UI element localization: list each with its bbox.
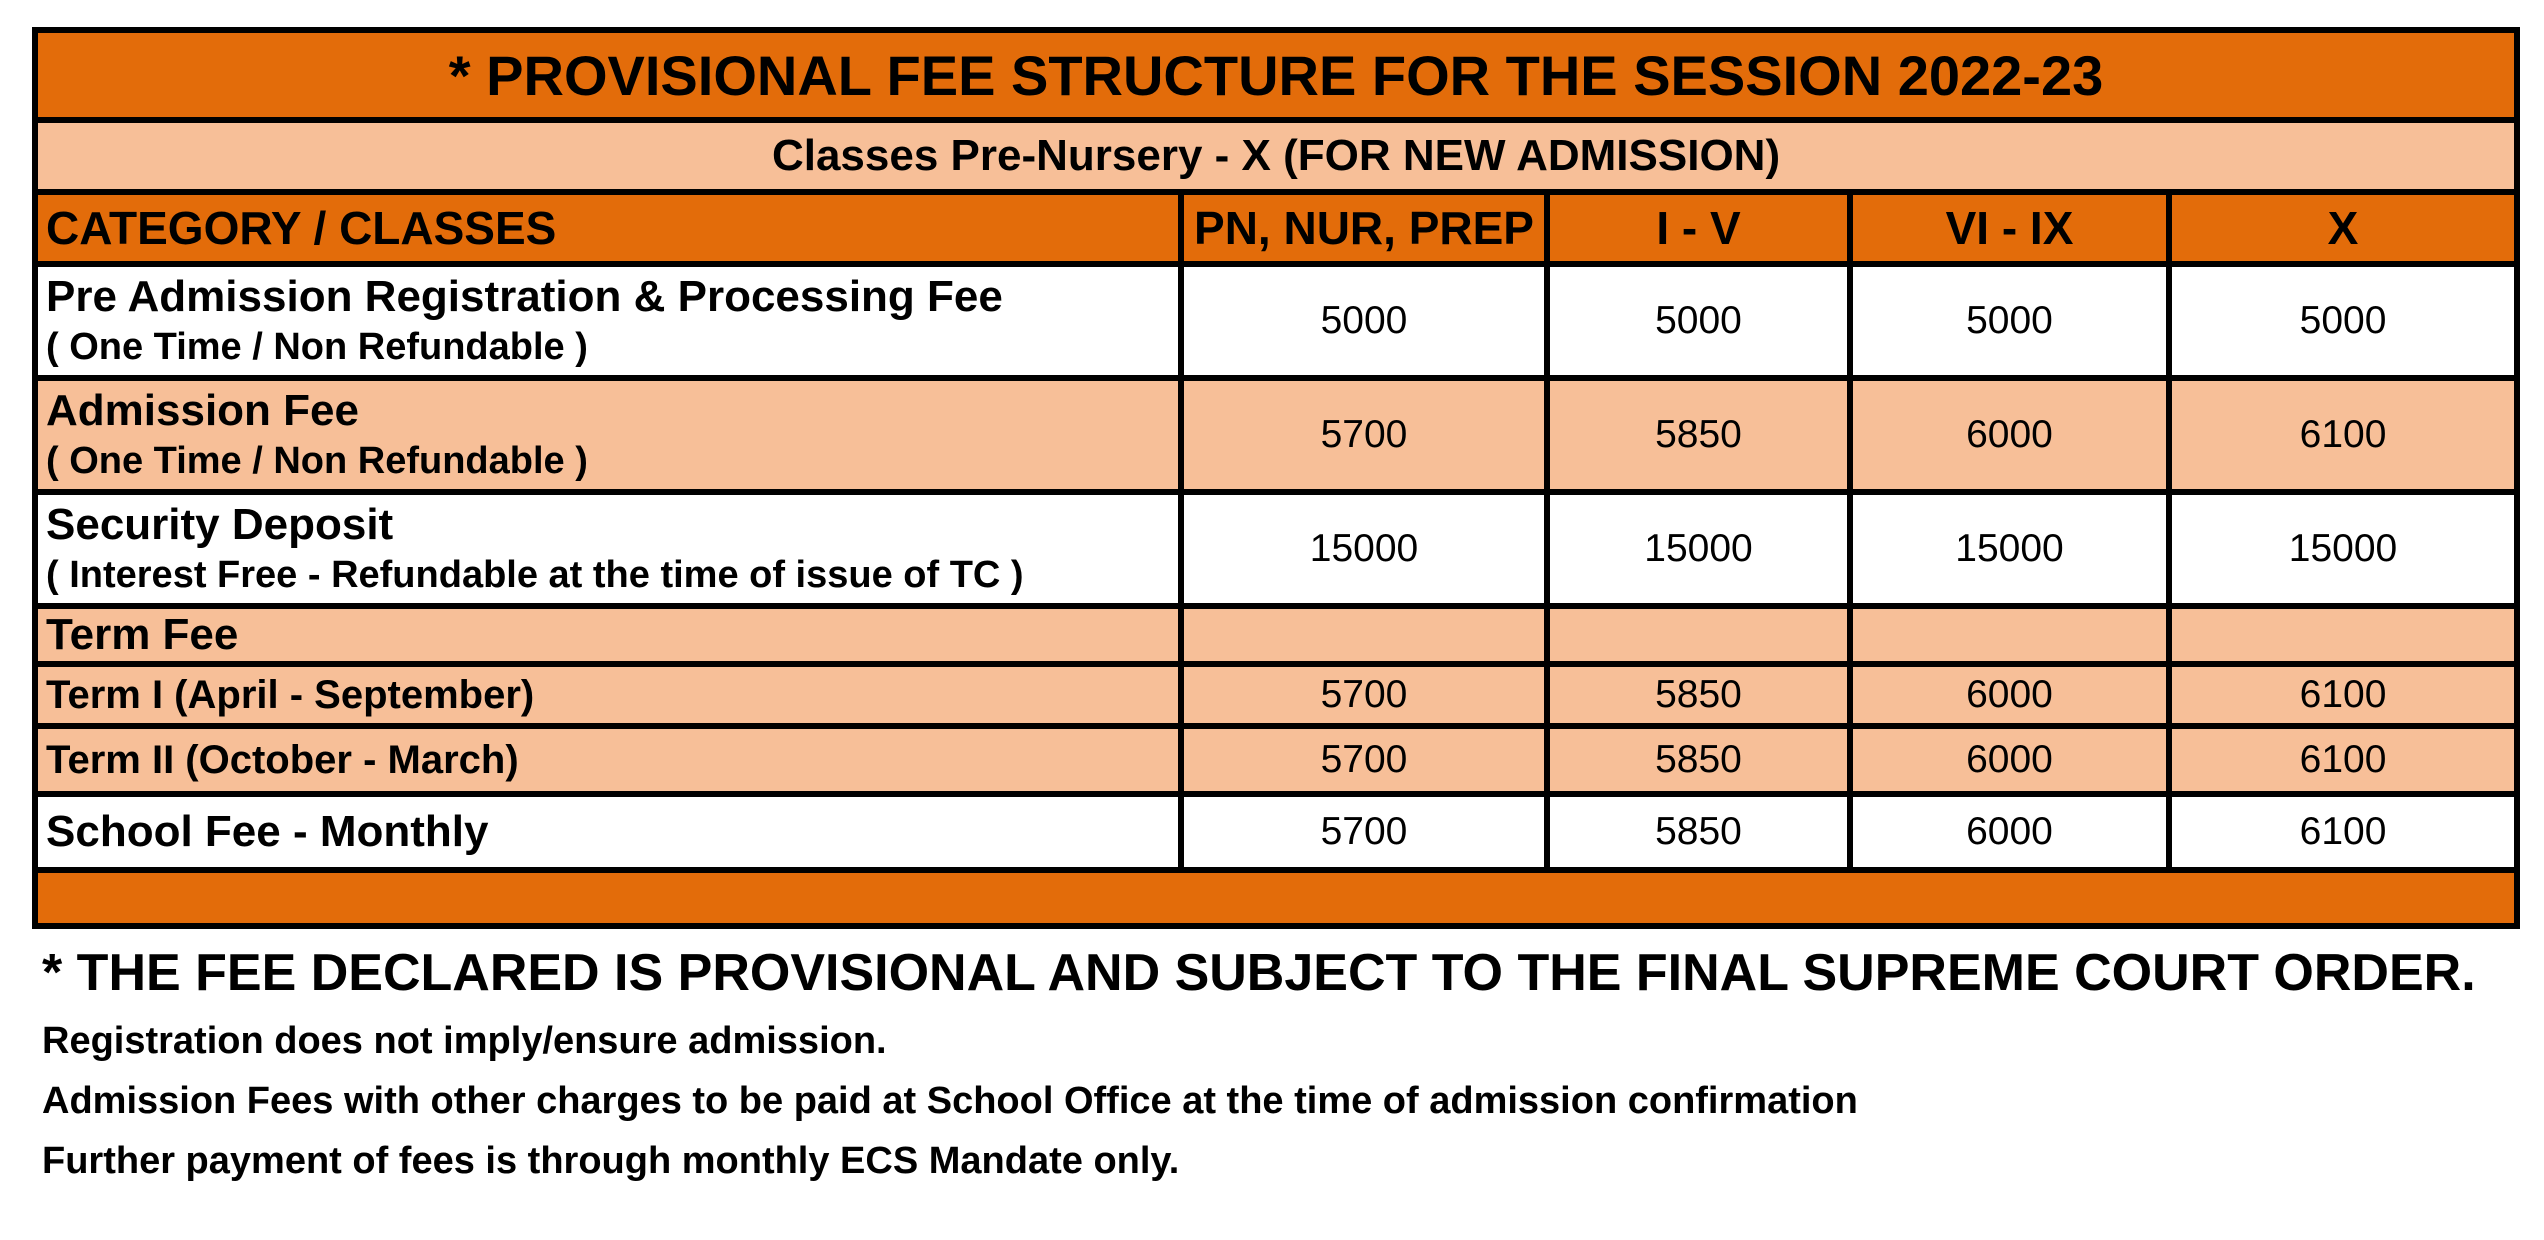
- fee-value: 15000: [1547, 492, 1850, 606]
- row-label: Admission Fee: [46, 386, 359, 435]
- row-sublabel: ( One Time / Non Refundable ): [46, 440, 588, 482]
- header-row: [35, 192, 2517, 264]
- note-line: Further payment of fees is through monthly ECS Mandate only.: [42, 1140, 1180, 1182]
- fee-value: 6000: [1850, 794, 2169, 870]
- column-header: I - V: [1547, 192, 1850, 264]
- fee-value: 6100: [2169, 726, 2517, 794]
- note-line: Admission Fees with other charges to be paid at School Office at the time of admission confirmation: [42, 1080, 1858, 1122]
- fee-value: 6100: [2169, 378, 2517, 492]
- row-label-cell: [35, 492, 1181, 606]
- fee-value: 5850: [1547, 378, 1850, 492]
- table-row: [35, 492, 2517, 606]
- column-header: VI - IX: [1850, 192, 2169, 264]
- fee-value: [1850, 606, 2169, 664]
- fee-value: [1181, 606, 1547, 664]
- fee-value: 5000: [1850, 264, 2169, 378]
- fee-value: 6100: [2169, 664, 2517, 726]
- row-label: Security Deposit: [46, 500, 394, 549]
- table-row: [35, 664, 2517, 726]
- row-label: Pre Admission Registration & Processing Fee: [46, 272, 1003, 321]
- subtitle-row: [35, 120, 2517, 192]
- fee-value: 15000: [1850, 492, 2169, 606]
- fee-value: 5850: [1547, 794, 1850, 870]
- row-label-cell: [35, 606, 1181, 664]
- fee-value: 6100: [2169, 794, 2517, 870]
- table-row: [35, 794, 2517, 870]
- fee-value: [1547, 606, 1850, 664]
- fee-structure-document: [32, 27, 2514, 1191]
- table-row: [35, 726, 2517, 794]
- column-header: X: [2169, 192, 2517, 264]
- fee-value: 6000: [1850, 378, 2169, 492]
- fee-value: 5700: [1181, 726, 1547, 794]
- fee-value: 15000: [1181, 492, 1547, 606]
- row-label: Term Fee: [46, 610, 239, 659]
- fee-table: [32, 27, 2520, 929]
- table-row: [35, 378, 2517, 492]
- table-title: * PROVISIONAL FEE STRUCTURE FOR THE SESSION 2022-23: [35, 30, 2517, 120]
- column-header: PN, NUR, PREP: [1181, 192, 1547, 264]
- row-label: Term II (October - March): [46, 738, 519, 782]
- footer-band-cell: [35, 870, 2517, 926]
- fee-value: 5000: [1547, 264, 1850, 378]
- row-label: School Fee - Monthly: [46, 807, 489, 856]
- row-sublabel: ( Interest Free - Refundable at the time of issue of TC ): [46, 554, 1024, 596]
- footer-band: [35, 870, 2517, 926]
- notes-section: [32, 935, 2514, 1191]
- row-label-cell: [35, 794, 1181, 870]
- fee-value: 5000: [2169, 264, 2517, 378]
- fee-value: 5850: [1547, 726, 1850, 794]
- row-label-cell: [35, 726, 1181, 794]
- fee-value: 15000: [2169, 492, 2517, 606]
- fee-value: [2169, 606, 2517, 664]
- note-line: Registration does not imply/ensure admission.: [42, 1020, 887, 1062]
- row-label-cell: [35, 664, 1181, 726]
- row-label: Term I (April - September): [46, 673, 535, 717]
- table-row: [35, 606, 2517, 664]
- fee-value: 6000: [1850, 664, 2169, 726]
- fee-value: 6000: [1850, 726, 2169, 794]
- fee-value: 5850: [1547, 664, 1850, 726]
- fee-value: 5700: [1181, 664, 1547, 726]
- row-sublabel: ( One Time / Non Refundable ): [46, 326, 588, 368]
- fee-value: 5700: [1181, 378, 1547, 492]
- title-row: [35, 30, 2517, 120]
- column-header: CATEGORY / CLASSES: [35, 192, 1181, 264]
- fee-value: 5700: [1181, 794, 1547, 870]
- table-subtitle: Classes Pre-Nursery - X (FOR NEW ADMISSION): [35, 120, 2517, 192]
- row-label-cell: [35, 378, 1181, 492]
- table-row: [35, 264, 2517, 378]
- row-label-cell: [35, 264, 1181, 378]
- fee-value: 5000: [1181, 264, 1547, 378]
- provisional-disclaimer: * THE FEE DECLARED IS PROVISIONAL AND SUBJECT TO THE FINAL SUPREME COURT ORDER.: [42, 944, 2476, 1002]
